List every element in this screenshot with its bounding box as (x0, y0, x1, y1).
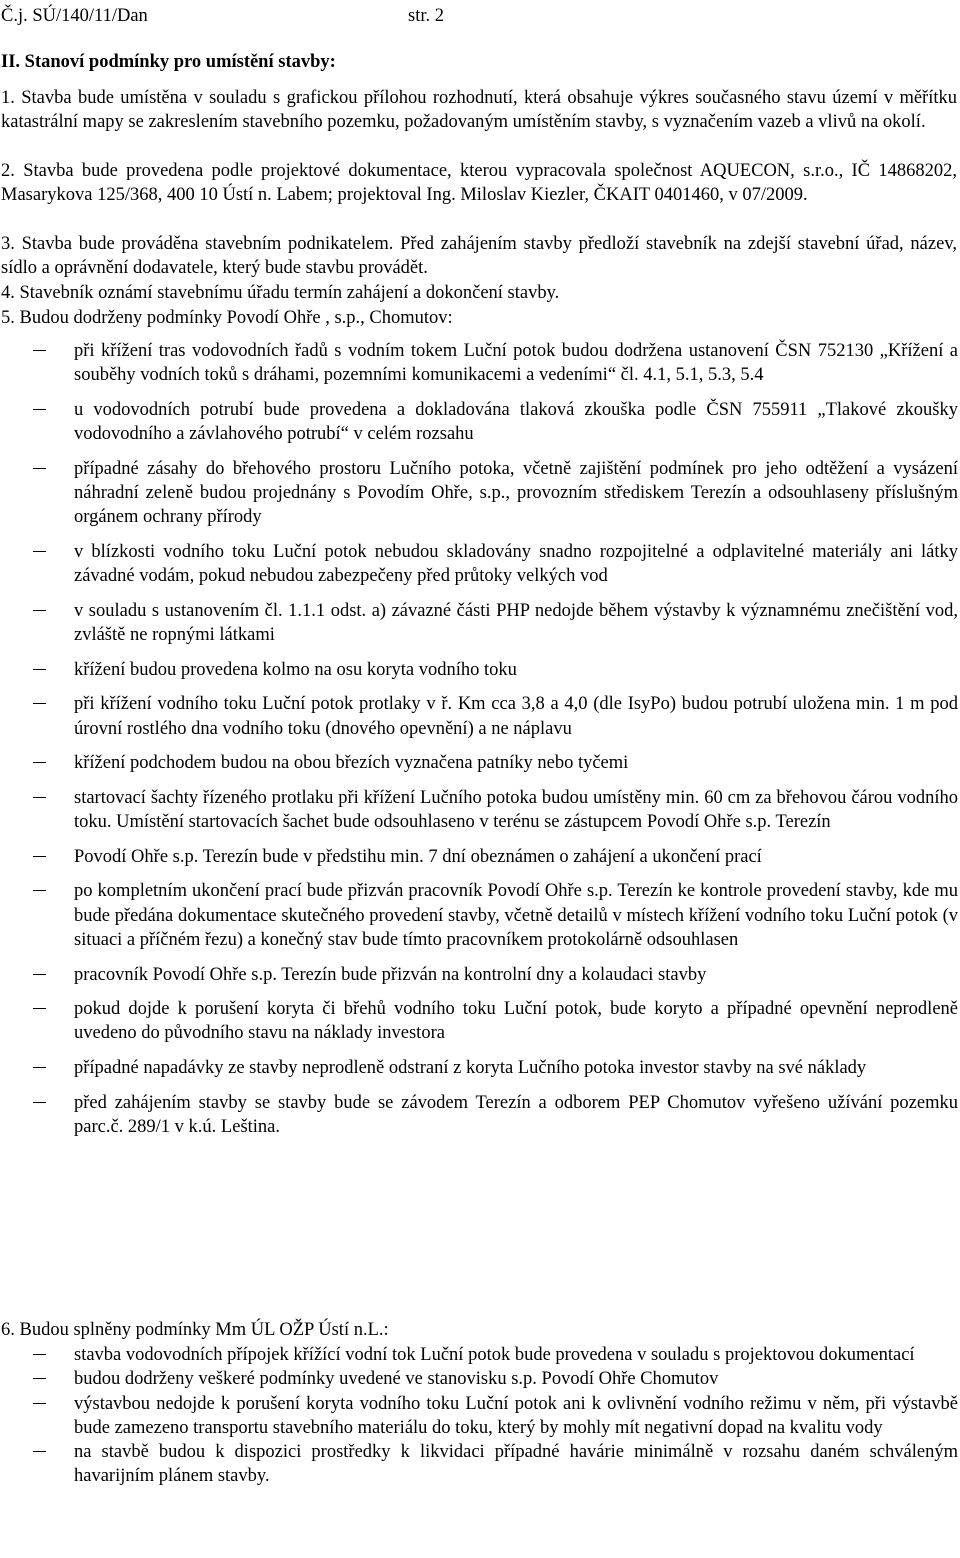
list-item (0, 540, 958, 589)
list-item-text: stavba vodovodních přípojek křížící vodní tok Luční potok bude provedena v souladu s projektovou dokumentací (74, 1345, 915, 1365)
dash-icon (33, 1451, 46, 1452)
list-item-text: pokud dojde k porušení koryta či břehů vodního toku Luční potok, bude koryto a případné opevnění neprodleně uvedeno do původního stavu na náklady investora (74, 999, 958, 1044)
list-item (0, 599, 958, 648)
list-item (0, 786, 958, 835)
list-item-text: v blízkosti vodního toku Luční potok nebudou skladovány snadno rozpojitelné a odplavitelné materiály ani látky závadné vodám, pokud nebudou zabezpečeny před průtoky velkých vod (74, 541, 958, 587)
dash-icon (33, 1354, 46, 1355)
list-item (0, 963, 958, 987)
list-item (0, 1343, 958, 1367)
list-item (0, 845, 958, 869)
dash-icon (33, 551, 46, 552)
list-item (0, 692, 958, 741)
list-item-text: křížení podchodem budou na obou březích vyznačena patníky nebo tyčemi (74, 753, 629, 774)
dash-icon (33, 974, 46, 975)
list-item (0, 997, 958, 1046)
list-item (0, 879, 958, 952)
list-item (0, 751, 958, 775)
list-item-text: při křížení vodního toku Luční potok protlaky v ř. Km cca 3,8 a 4,0 (dle IsyPo) budou potrubí uložena min. 1 m pod úrovní rostlého dna vodního toku (dnového opevnění) a ne náplavu (74, 694, 958, 739)
dash-icon (33, 1378, 46, 1379)
list-item-text: Povodí Ohře s.p. Terezín bude v předstihu min. 7 dní obeznámen o zahájení a ukončení prací (74, 846, 762, 867)
dash-icon (33, 350, 46, 351)
list-item-text: případné zásahy do břehového prostoru Lučního potoka, včetně zajištění podmínek pro jeho odtěžení a vysázení náhradní zeleně budou projednány s Povodím Ohře, s.p., provozním střediskem Terezín a odsouhlaseny příslušným orgánem ochrany přírody (74, 458, 958, 528)
list-item-text: na stavbě budou k dispozici prostředky k likvidaci případné havárie minimálně v rozsahu daném schváleným havarijním plánem stavby. (74, 1442, 958, 1487)
condition-6: 6. Budou splněny podmínky Mm ÚL OŽP Ústí n.L.: (1, 1320, 389, 1340)
condition-4: 4. Stavebník oznámí stavebnímu úřadu termín zahájení a dokončení stavby. (1, 283, 560, 303)
condition-5: 5. Budou dodrženy podmínky Povodí Ohře , s.p., Chomutov: (1, 308, 453, 328)
list-item (0, 339, 958, 388)
list-item (0, 1367, 958, 1391)
list-item-text: výstavbou nedojde k porušení koryta vodního toku Luční potok ani k ovlivnění vodního režimu v něm, při výstavbě bude zamezeno transportu stavebního materiálu do toku, který by mohly mít negativní dopad na kvalitu vody (74, 1393, 958, 1438)
dash-icon (33, 1102, 46, 1103)
dash-icon (33, 856, 46, 857)
list-item-text: při křížení tras vodovodních řadů s vodním tokem Luční potok budou dodržena ustanovení ČSN 752130 „Křížení a souběhy vodních toků s dráhami, pozemními komunikacemi a vedeními“ čl. 4.1, 5.1, 5.3, 5.4 (74, 341, 958, 386)
list-item-text: startovací šachty řízeného protlaku při křížení Lučního potoka budou umístěny min. 60 cm za břehovou čárou vodního toku. Umístění startovacích šachet bude odsouhlaseno v terénu se zástupcem Povodí Ohře s.p. Terezín (74, 787, 958, 833)
povodi-ohre-conditions-list (0, 339, 958, 1139)
list-item-text: před zahájením stavby se stavby bude se závodem Terezín a odborem PEP Chomutov vyřešeno užívání pozemku parc.č. 289/1 v k.ú. Leština. (74, 1092, 958, 1137)
list-item (0, 1056, 958, 1080)
dash-icon (33, 610, 46, 611)
condition-1: 1. Stavba bude umístěna v souladu s grafickou přílohou rozhodnutí, která obsahuje výkres současného stavu území v měřítku katastrální mapy se zakreslením stavebního pozemku, požadovaným umístěním stavby, s vyznačením vazeb a vlivů na okolí. (1, 88, 957, 133)
dash-icon (33, 1008, 46, 1009)
list-item-text: křížení budou provedena kolmo na osu koryta vodního toku (74, 659, 517, 680)
list-item-text: pracovník Povodí Ohře s.p. Terezín bude přizván na kontrolní dny a kolaudaci stavby (74, 964, 707, 985)
condition-2: 2. Stavba bude provedena podle projektové dokumentace, kterou vypracovala společnost AQUECON, s.r.o., IČ 14868202, Masarykova 125/368, 400 10 Ústí n. Labem; projektoval Ing. Miloslav Kiezler, ČKAIT 0401460, v 07/2009. (1, 161, 957, 206)
dash-icon (33, 797, 46, 798)
dash-icon (33, 468, 46, 469)
list-item-text: u vodovodních potrubí bude provedena a dokladována tlaková zkouška podle ČSN 755911 „Tlakové zkoušky vodovodního a závlahového potrubí“ v celém rozsahu (74, 399, 958, 445)
condition-3: 3. Stavba bude prováděna stavebním podnikatelem. Před zahájením stavby předloží stavebník na zdejší stavební úřad, název, sídlo a oprávnění dodavatele, který bude stavbu provádět. (1, 234, 957, 279)
list-item (0, 398, 958, 447)
list-item (0, 658, 958, 682)
dash-icon (33, 703, 46, 704)
section-title: II. Stanoví podmínky pro umístění stavby: (1, 52, 336, 72)
list-item (0, 1392, 958, 1441)
mm-ul-ozp-conditions-list (0, 1343, 958, 1489)
list-item (0, 457, 958, 530)
list-item-text: budou dodrženy veškeré podmínky uvedené ve stanovisku s.p. Povodí Ohře Chomutov (74, 1369, 719, 1390)
list-item-text: po kompletním ukončení prací bude přizván pracovník Povodí Ohře s.p. Terezín ke kontrole provedení stavby, kde mu bude předána dokumentace skutečného provedení stavby, včetně detailů v místech křížení vodního toku Luční potok (v situaci a příčném řezu) a konečný stav bude tímto pracovníkem protokolárně odsouhlasen (74, 881, 958, 950)
reference-number: Č.j. SÚ/140/11/Dan (1, 6, 148, 26)
dash-icon (33, 1067, 46, 1068)
dash-icon (33, 409, 46, 410)
list-item (0, 1440, 958, 1489)
dash-icon (33, 1403, 46, 1404)
dash-icon (33, 669, 46, 670)
dash-icon (33, 762, 46, 763)
list-item-text: v souladu s ustanovením čl. 1.1.1 odst. a) závazné části PHP nedojde během výstavby k významnému znečištění vod, zvláště ne ropnými látkami (74, 600, 958, 646)
page-number: str. 2 (408, 6, 444, 26)
list-item (0, 1091, 958, 1140)
dash-icon (33, 890, 46, 891)
list-item-text: případné napadávky ze stavby neprodleně odstraní z koryta Lučního potoka investor stavby na své náklady (74, 1057, 867, 1078)
